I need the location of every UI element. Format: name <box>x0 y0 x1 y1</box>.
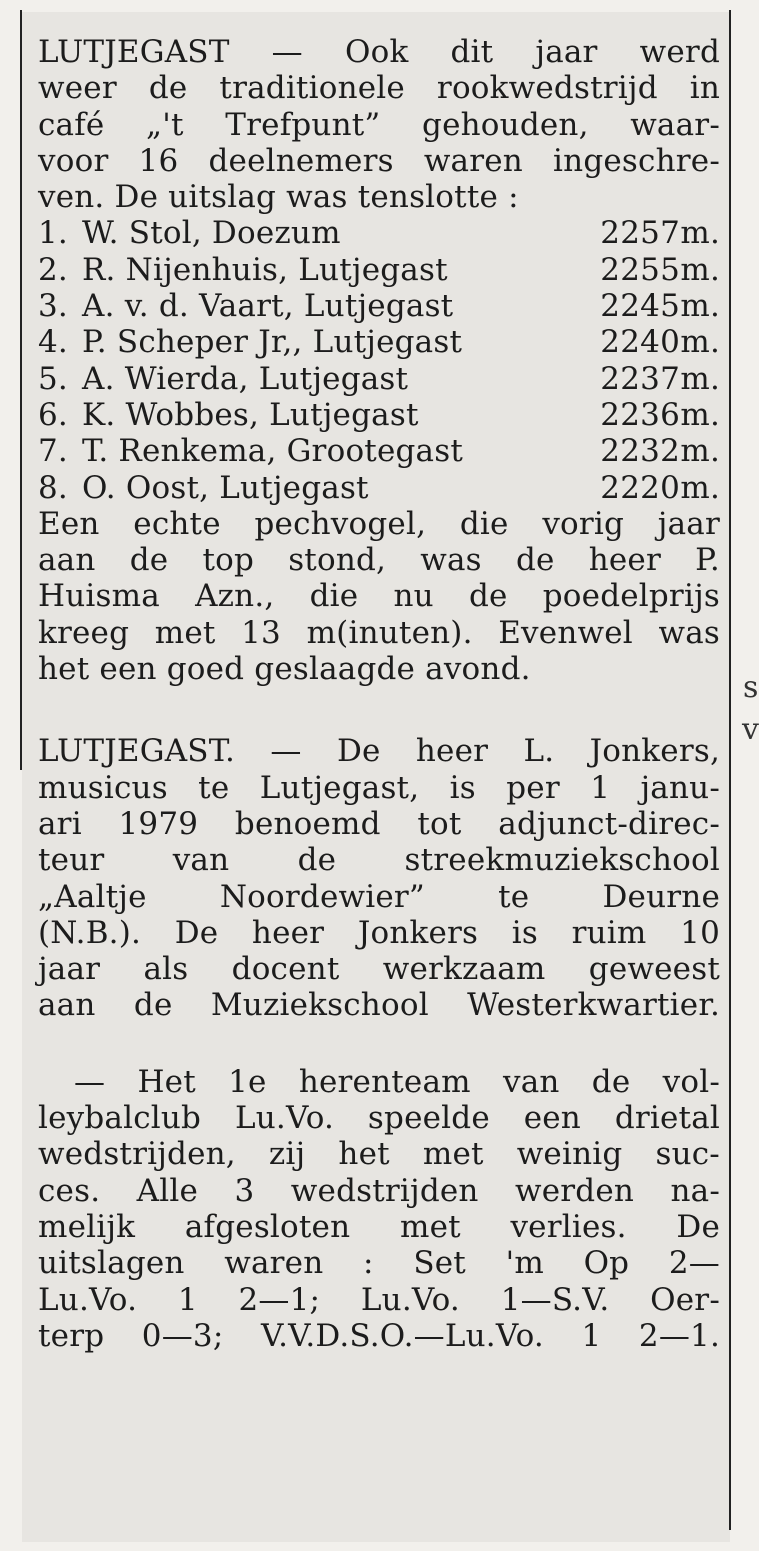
article-line: café „'t Trefpunt” gehouden, waar- <box>38 106 720 143</box>
result-distance: 2236 <box>600 396 680 433</box>
adjacent-column-fragment: s <box>743 670 759 705</box>
article-column <box>38 34 720 1354</box>
result-position: 1. <box>38 215 68 252</box>
result-distance: 2255 <box>600 251 680 288</box>
article-smoking-contest <box>38 34 720 687</box>
article-line: kreeg met 13 m(inuten). Evenwel was <box>38 614 720 651</box>
article-line: aan de Muziekschool Westerkwartier. <box>38 987 720 1024</box>
result-row <box>38 324 720 360</box>
result-row <box>38 361 720 397</box>
result-unit: m. <box>680 360 720 397</box>
article-line: musicus te Lutjegast, is per 1 janu- <box>38 769 720 806</box>
result-name: P. Scheper Jr,, Lutjegast <box>82 324 463 361</box>
result-unit: m. <box>680 396 720 433</box>
article-line: terp 0—3; V.V.D.S.O.—Lu.Vo. 1 2—1. <box>38 1317 720 1354</box>
result-distance: 2245 <box>600 288 680 325</box>
article-line: weer de traditionele rookwedstrijd in <box>38 70 720 107</box>
result-position: 5. <box>38 360 68 397</box>
article-line: Lu.Vo. 1 2—1; Lu.Vo. 1—S.V. Oer- <box>38 1281 720 1318</box>
result-row <box>38 215 720 251</box>
result-row <box>38 288 720 324</box>
article-line: Een echte pechvogel, die vorig jaar <box>38 505 720 542</box>
result-distance: 2237 <box>600 360 680 397</box>
result-position: 3. <box>38 288 68 325</box>
result-unit: m. <box>680 215 720 252</box>
article-line: „Aaltje Noordewier” te Deurne <box>38 878 720 915</box>
adjacent-column-fragment: v <box>742 712 759 747</box>
article-line: LUTJEGAST. — De heer L. Jonkers, <box>38 733 720 770</box>
result-name: O. Oost, Lutjegast <box>82 469 369 506</box>
article-line: teur van de streekmuziekschool <box>38 842 720 879</box>
result-name: W. Stol, Doezum <box>82 215 341 252</box>
results-list <box>38 215 720 505</box>
article-line: Huisma Azn., die nu de poedelprijs <box>38 578 720 615</box>
result-name: K. Wobbes, Lutjegast <box>82 396 419 433</box>
article-music-appointment <box>38 733 720 1023</box>
article-line: voor 16 deelnemers waren ingeschre- <box>38 142 720 179</box>
result-distance: 2220 <box>600 469 680 506</box>
article-volleyball <box>38 1064 720 1354</box>
result-position: 2. <box>38 251 68 288</box>
result-row <box>38 252 720 288</box>
article-line: ces. Alle 3 wedstrijden werden na- <box>38 1172 720 1209</box>
article-line: uitslagen waren : Set 'm Op 2— <box>38 1245 720 1282</box>
article-line: het een goed geslaagde avond. <box>38 651 531 688</box>
result-name: T. Renkema, Grootegast <box>82 433 464 470</box>
result-distance: 2240 <box>600 324 680 361</box>
article-line: — Het 1e herenteam van de vol- <box>74 1063 720 1100</box>
article-line: wedstrijden, zij het met weinig suc- <box>38 1136 720 1173</box>
article-separator <box>38 687 720 733</box>
result-row <box>38 397 720 433</box>
result-row <box>38 470 720 506</box>
article-line: ven. De uitslag was tenslotte : <box>38 179 519 216</box>
result-name: A. Wierda, Lutjegast <box>82 360 409 397</box>
result-unit: m. <box>680 469 720 506</box>
result-name: A. v. d. Vaart, Lutjegast <box>82 288 454 325</box>
article-line: leybalclub Lu.Vo. speelde een drietal <box>38 1100 720 1137</box>
article-line: jaar als docent werkzaam geweest <box>38 951 720 988</box>
article-separator <box>38 1024 720 1064</box>
right-column-rule <box>729 10 731 1530</box>
result-position: 6. <box>38 396 68 433</box>
result-distance: 2232 <box>600 433 680 470</box>
article-line: LUTJEGAST — Ook dit jaar werd <box>38 34 720 70</box>
article-line: (N.B.). De heer Jonkers is ruim 10 <box>38 914 720 951</box>
result-name: R. Nijenhuis, Lutjegast <box>82 251 448 288</box>
result-position: 4. <box>38 324 68 361</box>
article-line: ari 1979 benoemd tot adjunct-direc- <box>38 805 720 842</box>
result-position: 8. <box>38 469 68 506</box>
article-line: melijk afgesloten met verlies. De <box>38 1208 720 1245</box>
article-line: aan de top stond, was de heer P. <box>38 542 720 579</box>
result-position: 7. <box>38 433 68 470</box>
result-distance: 2257 <box>600 215 680 252</box>
result-unit: m. <box>680 251 720 288</box>
result-row <box>38 433 720 469</box>
left-column-rule <box>20 10 22 770</box>
result-unit: m. <box>680 433 720 470</box>
result-unit: m. <box>680 288 720 325</box>
result-unit: m. <box>680 324 720 361</box>
